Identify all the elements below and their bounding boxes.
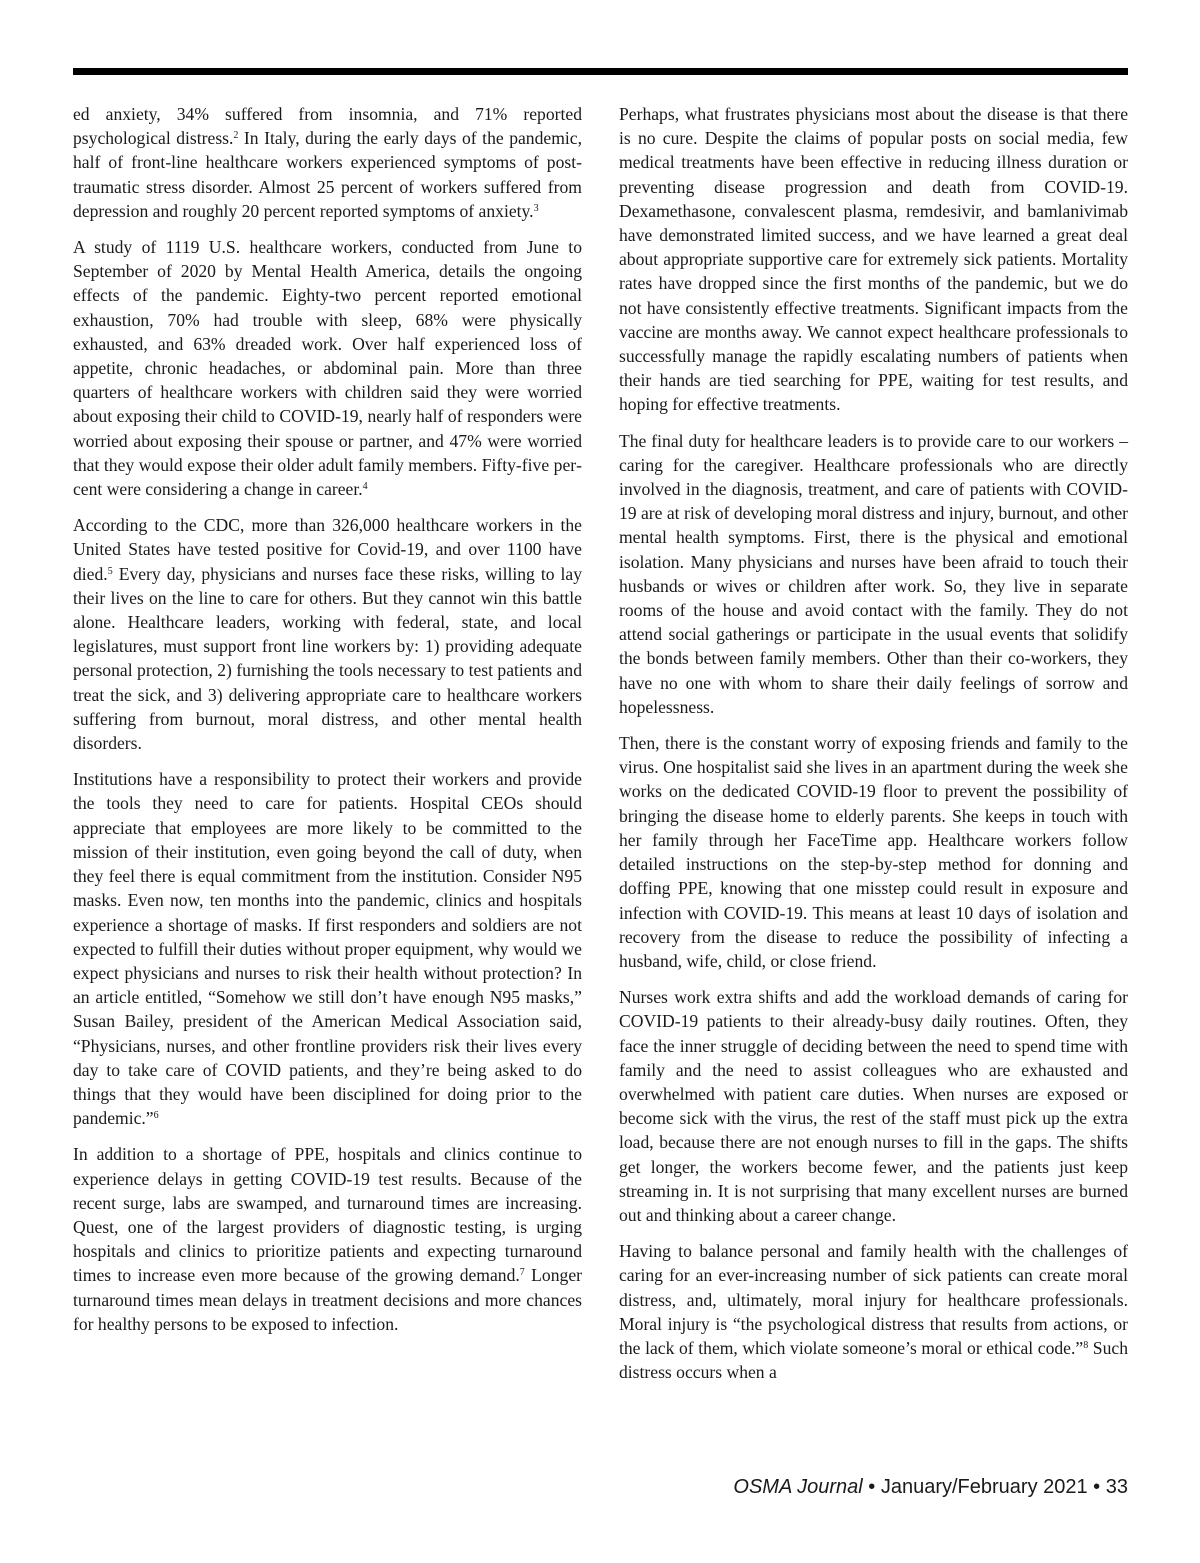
paragraph-text: Then, there is the constant worry of exposing friends and family to the virus. One hospitalist said she lives in an apartment during the week she works on the dedicated COVID-19 floor to prevent the possibility of bringing the disease home to elderly parents. She keeps in touch with her family through her FaceTime app. Healthcare workers follow detailed instructions on the step-by-step method for donning and doffing PPE, knowing that one misstep could result in exposure and infection with COVID-19. This means at least 10 days of isolation and recovery from the disease to reduce the possibility of infecting a husband, wife, child, or close friend. [619,733,1128,971]
paragraph-text: Longer turnaround times mean delays in treatment decisions and more chances for healthy persons to be exposed to infection. [73,1265,582,1334]
body-paragraph [73,513,582,755]
paragraph-text: ed anxiety, 34% suffered from insomnia, and 71% reported psychological distress. [73,104,582,149]
body-paragraph [73,235,582,501]
body-paragraph [619,102,1128,417]
paragraph-text: Perhaps, what frustrates physicians most about the disease is that there is no cure. Despite the claims of popular posts on social media, few medical treatments have been effective in reducing illness duration or preventing disease progression and death from COVID-19. Dexamethasone, convalescent plasma, remdesivir, and bamlanivimab have demonstrated limited success, and we have learned a great deal about appropriate supportive care for extremely sick patients. Mortality rates have dropped since the first months of the pandemic, but we do not have consistently effective treatments. Significant impacts from the vaccine are months away. We cannot expect healthcare professionals to successfully manage the rapidly escalating numbers of patients when their hands are tied searching for PPE, waiting for test results, and hoping for effective treatments. [619,104,1128,415]
body-paragraph [73,102,582,223]
footnote-reference: 2 [233,130,239,142]
paragraph-text: Institutions have a responsibility to protect their workers and provide the tools they need to care for patients. Hospital CEOs should appreciate that employees are more likely to be committed to the mission of their institution, even going beyond the call of duty, when they feel there is equal commitment from the institution. Consider N95 masks. Even now, ten months into the pandemic, clinics and hospitals experience a shortage of masks. If first responders and soldiers are not expected to fulfill their duties without proper equipment, why would we expect physicians and nurses to risk their health without protection? In an article entitled, “Somehow we still don’t have enough N95 masks,” Susan Bailey, president of the American Medical Association said, “Physicians, nurses, and other frontline providers risk their lives every day to take care of COVID patients, and they’re being asked to do things that they would have been disciplined for doing prior to the pandemic.” [73,769,582,1129]
body-paragraph [73,767,582,1130]
body-paragraph [619,429,1128,719]
footer-separator: • [862,1476,881,1498]
page-number: 33 [1105,1476,1128,1498]
body-paragraph [619,731,1128,973]
journal-name: OSMA Journal [733,1476,863,1498]
paragraph-text: Nurses work extra shifts and add the workload demands of caring for COVID-19 patients to their already-busy daily routines. Often, they face the inner struggle of deciding between the need to spend time with family and the need to assist colleagues who are exhausted and overwhelmed with patient care duties. When nurses are exposed or become sick with the virus, the rest of the staff must pick up the extra load, because there are not enough nurses to fill in the gaps. The shifts get longer, the workers become fewer, and the patients just keep streaming in. It is not surprising that many excellent nurses are burned out and thinking about a career change. [619,987,1128,1225]
paragraph-text: According to the CDC, more than 326,000 healthcare workers in the United States have tested positive for Covid-19, and over 1100 have died. [73,515,582,584]
paragraph-text: Every day, physicians and nurses face these risks, willing to lay their lives on the line to care for others. But they cannot win this battle alone. Healthcare leaders, working with federal, state, and local legislatures, must support front line workers by: 1) providing adequate personal protection, 2) furnishing the tools necessary to test patients and treat the sick, and 3) delivering appropriate care to healthcare workers suffering from burnout, moral distress, and other mental health disorders. [73,563,582,754]
paragraph-text: A study of 1119 U.S. healthcare workers, conducted from June to September of 2020 by Mental Health America, details the ongoing effects of the pandemic. Eighty-two percent reported emotional exhaustion, 70% had trouble with sleep, 68% were physically exhausted, and 63% dreaded work. Over half experienced loss of appetite, chronic headaches, or abdominal pain. More than three quarters of healthcare workers with children said they were worried about exposing their child to COVID-19, nearly half of responders were worried about exposing their spouse or partner, and 47% were worried that they would expose their older adult family members. Fifty-five percent were considering a change in career. [73,237,582,500]
footnote-reference: 8 [1083,1339,1089,1351]
issue-date: January/February 2021 [880,1476,1088,1498]
footer-separator: • [1087,1476,1106,1498]
paragraph-text: Such distress occurs when a [619,1337,1128,1383]
footnote-reference: 3 [533,202,539,214]
right-column [619,102,1128,1396]
body-paragraph [619,985,1128,1227]
paragraph-text: In addition to a shortage of PPE, hospitals and clinics continue to experience delays in getting COVID-19 test results. Because of the recent surge, labs are swamped, and turnaround times are increasing. Quest, one of the largest providers of diagnostic testing, is urging hospitals and clinics to prioritize patients and expecting turnaround times to increase even more because of the growing demand. [73,1144,582,1286]
header-rule [73,68,1128,75]
page-footer [733,1476,1128,1499]
left-column [73,102,582,1348]
footnote-reference: 6 [153,1110,159,1122]
paragraph-text: The final duty for healthcare leaders is to provide care to our workers – caring for the caregiver. Healthcare professionals who are directly involved in the diagnosis, treatment, and care of patients with COVID-19 are at risk of developing moral distress and injury, burnout, and other mental health symptoms. First, there is the physical and emotional isolation. Many physicians and nurses have been afraid to touch their husbands or wives or children after work. So, they live in separate rooms of the house and avoid contact with the family. They do not attend social gatherings or participate in the usual events that solidify the bonds between family members. Other than their co-workers, they have no one with whom to share their daily feelings of sorrow and hopelessness. [619,430,1128,717]
footnote-reference: 4 [362,481,368,493]
footnote-reference: 5 [107,565,113,577]
paragraph-text: In Italy, during the early days of the pandemic, half of front-line healthcare workers experienced symptoms of post-traumatic stress disorder. Almost 25 percent of workers suffered from depression and roughly 20 percent reported symptoms of anxiety. [73,128,582,221]
body-paragraph [73,1142,582,1336]
footnote-reference: 7 [519,1267,525,1279]
paragraph-text: Having to balance personal and family health with the challenges of caring for an ever-increasing number of sick patients can create moral distress, and, ultimately, moral injury for healthcare professionals. Moral injury is “the psychological distress that results from actions, or the lack of them, which violate someone’s moral or ethical code.” [619,1241,1128,1358]
body-paragraph [619,1239,1128,1384]
